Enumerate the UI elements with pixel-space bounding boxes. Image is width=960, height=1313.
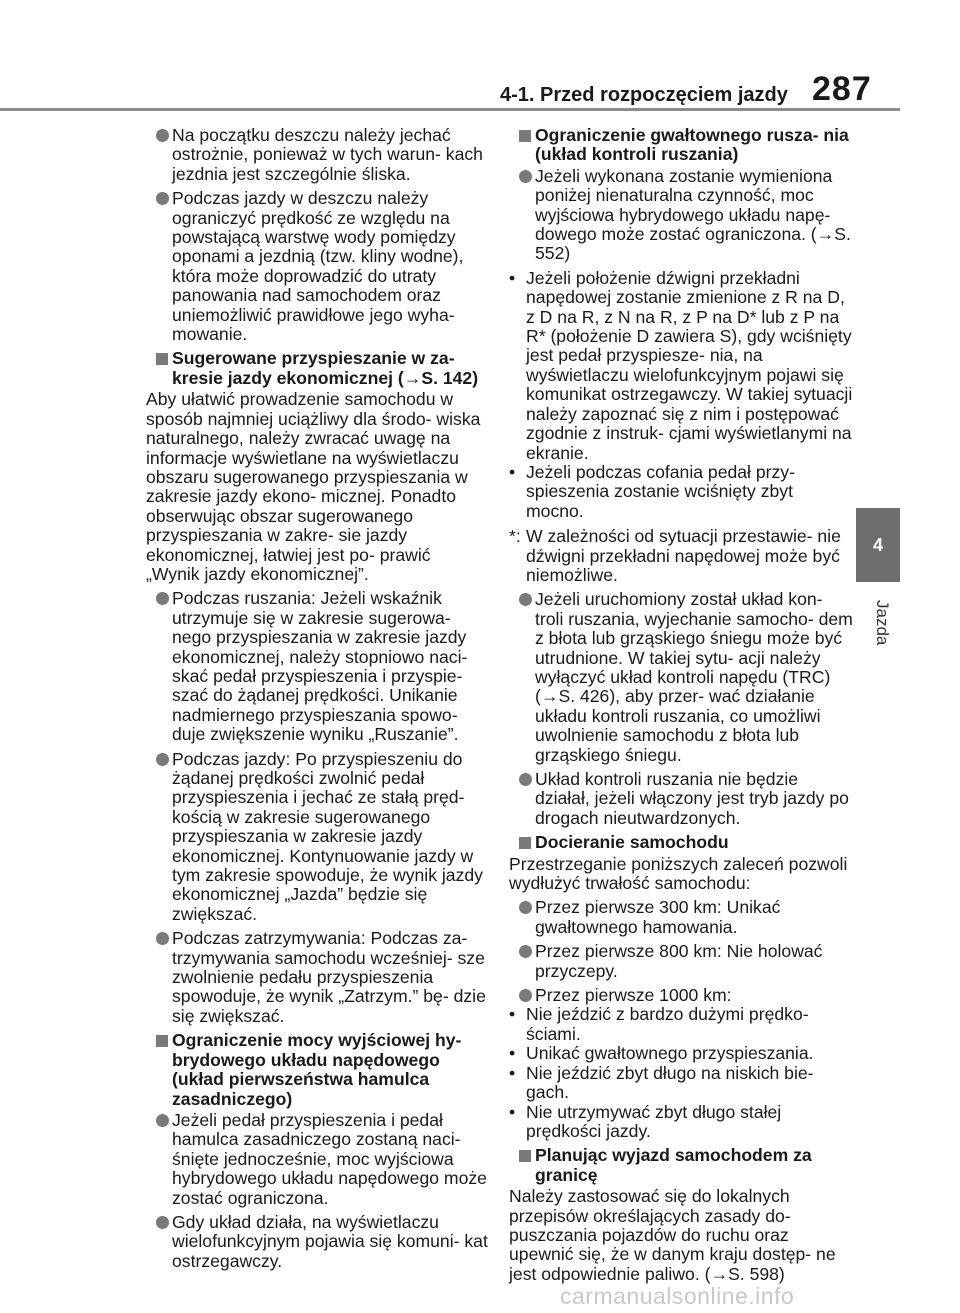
bullet-dot-icon <box>156 1114 169 1127</box>
bullet-dot-icon <box>156 932 169 945</box>
bullet-item: Gdy układ działa, na wyświetlaczu wielofunkcyjnym pojawia się komuni- kat ostrzegawczy. <box>146 1213 488 1271</box>
heading-square-icon <box>156 353 168 365</box>
bullet-dot-icon <box>156 1216 169 1229</box>
bullet-item: Przez pierwsze 1000 km: <box>509 986 853 1005</box>
bullet-item: Jeżeli pedał przyspieszenia i pedał hamulca zasadniczego zostaną naci- śnięte jednocześnie, moc wyjściowa hybrydowego układu napędowego może zostać ograniczona. <box>146 1111 488 1208</box>
sub-bullet-icon: • <box>509 1062 516 1083</box>
bullet-item: Jeżeli wykonana zostanie wymieniona poniżej nienaturalna czynność, moc wyjściowa hybrydowego układu napę- dowego może zostać ograniczona. (→S. 552) <box>509 167 853 264</box>
section-heading: Sugerowane przyspieszanie w za- kresie jazdy ekonomicznej (→S. 142) <box>146 349 488 388</box>
bullet-item: Podczas jazdy w deszczu należy ograniczyć prędkość ze względu na powstającą warstwę wody pomiędzy oponami a jezdnią (tzw. kliny wodne), która może doprowadzić do utraty panowania nad samochodem oraz uniemożliwić prawidłowe jego wyha- mowanie. <box>146 189 488 344</box>
sub-item: • Unikać gwałtownego przyspieszania. <box>509 1043 814 1064</box>
bullet-dot-icon <box>156 129 169 142</box>
bullet-item: Układ kontroli ruszania nie będzie działał, jeżeli włączony jest tryb jazdy po drogach nieutwardzonych. <box>509 770 853 828</box>
right-column <box>509 126 853 1289</box>
bullet-dot-icon <box>519 773 532 786</box>
sub-bullet-icon: • <box>509 1043 516 1064</box>
heading-square-icon <box>519 1150 531 1162</box>
bullet-item: Jeżeli uruchomiony został układ kon- troli ruszania, wyjechanie samocho- dem z błota lub grząskiego śniegu może być utrudnione. W takiej sytu- acji należy wyłączyć układ kontroli napędu (TRC) (→S. 426), aby przer- wać działanie układu kontroli ruszania, co umożliwi uwolnienie samochodu z błota lub grząskiego śniegu. <box>509 590 853 765</box>
bullet-item: Na początku deszczu należy jechać ostrożnie, ponieważ w tych warun- kach jezdnia jest szczególnie śliska. <box>146 126 488 184</box>
bullet-item: Przez pierwsze 800 km: Nie holować przyczepy. <box>509 942 853 981</box>
left-column <box>146 126 488 1276</box>
page-number: 287 <box>812 70 872 108</box>
sub-item: • Jeżeli położenie dźwigni przekładni napędowej zostanie zmienione z R na D, z D na R, z N na R, z P na D* lub z P na R* (położenie D zawiera S), gdy wciśnięty jest pedał przyspiesze- nia, na wyświetlaczu wielofunkcyjnym pojawi się komunikat ostrzegawczy. W takiej sytuacji należy zapoznać się z nim i postępować zgodnie z instruk- cjami wyświetlanymi na ekranie. <box>509 267 853 463</box>
sub-item: • Nie utrzymywać zbyt długo stałej prędkości jazdy. <box>509 1101 782 1141</box>
bullet-dot-icon <box>156 753 169 766</box>
chapter-label-text: Jazda <box>873 600 892 646</box>
footnote-marker: *: <box>509 526 521 547</box>
section-title: 4-1. Przed rozpoczęciem jazdy <box>500 84 788 106</box>
section-heading: Docieranie samochodu <box>509 833 853 852</box>
sub-bullet-icon: • <box>509 1101 516 1122</box>
footnote: *: W zależności od sytuacji przestawie- nie dźwigni przekładni napędowej może być niemożliwe. <box>509 526 841 585</box>
paragraph: Aby ułatwić prowadzenie samochodu w sposób najmniej uciążliwy dla środo- wiska naturalnego, należy zwracać uwagę na informacje wyświetlane na wyświetlaczu obszaru sugerowanego przyspieszania w zakresie jazdy ekono- micznej. Ponadto obserwując obszar sugerowanego przyspieszania w zakre- sie jazdy ekonomicznej, łatwiej jest po- prawić „Wynik jazdy ekonomicznej”. <box>146 389 481 584</box>
bullet-dot-icon <box>156 192 169 205</box>
section-heading: Ograniczenie gwałtownego rusza- nia (układ kontroli ruszania) <box>509 126 853 165</box>
bullet-dot-icon <box>519 989 532 1002</box>
sub-bullet-icon: • <box>509 461 516 482</box>
paragraph: Należy zastosować się do lokalnych przepisów określających zasady do- puszczania pojazdów do ruchu oraz upewnić się, że w danym kraju dostęp- ne jest odpowiednie paliwo. (→S. 598) <box>509 1186 836 1284</box>
paragraph: Przestrzeganie poniższych zaleceń pozwoli wydłużyć trwałość samochodu: <box>509 853 848 894</box>
header-divider <box>0 108 900 111</box>
heading-square-icon <box>156 1035 168 1047</box>
heading-square-icon <box>519 130 531 142</box>
sub-item: • Jeżeli podczas cofania pedał przy- spieszenia zostanie wciśnięty zbyt mocno. <box>509 461 795 521</box>
bullet-item: Podczas ruszania: Jeżeli wskaźnik utrzymuje się w zakresie sugerowa- nego przyspieszania w zakresie jazdy ekonomicznej, należy stopniowo naci- skać pedał przyspieszenia i przyspie- szać do żądanej prędkości. Unikanie nadmiernego przyspieszania spowo- duje zwiększenie wyniku „Ruszanie”. <box>146 589 488 744</box>
watermark: carmanualsonline.info <box>560 1283 795 1309</box>
sub-item: • Nie jeździć z bardzo dużymi prędko- ściami. <box>509 1004 809 1044</box>
section-heading: Planując wyjazd samochodem za granicę <box>509 1146 853 1185</box>
chapter-tab[interactable]: 4 <box>856 508 900 582</box>
bullet-dot-icon <box>519 945 532 958</box>
sub-bullet-icon: • <box>509 1004 516 1025</box>
bullet-dot-icon <box>519 170 532 183</box>
section-heading: Ograniczenie mocy wyjściowej hy- brydowego układu napędowego (układ pierwszeństwa hamulca zasadniczego) <box>146 1031 488 1109</box>
chapter-label <box>864 600 894 680</box>
bullet-item: Przez pierwsze 300 km: Unikać gwałtownego hamowania. <box>509 898 853 937</box>
bullet-item: Podczas zatrzymywania: Podczas za- trzymywania samochodu wcześniej- sze zwolnienie pedału przyspieszenia spowoduje, że wynik „Zatrzym.” bę- dzie się zwiększać. <box>146 929 488 1026</box>
heading-square-icon <box>519 837 531 849</box>
bullet-dot-icon <box>519 901 532 914</box>
sub-item: • Nie jeździć zbyt długo na niskich bie- gach. <box>509 1062 814 1103</box>
bullet-dot-icon <box>156 592 169 605</box>
bullet-dot-icon <box>519 593 532 606</box>
sub-bullet-icon: • <box>509 267 516 288</box>
bullet-item: Podczas jazdy: Po przyspieszeniu do żądanej prędkości zwolnić pedał przyspieszenia i jechać ze stałą pręd- kością w zakresie sugerowanego przyspieszania w zakresie jazdy ekonomicznej. Kontynuowanie jazdy w tym zakresie spowoduje, że wynik jazdy ekonomicznej „Jazda” będzie się zwiększać. <box>146 750 488 925</box>
